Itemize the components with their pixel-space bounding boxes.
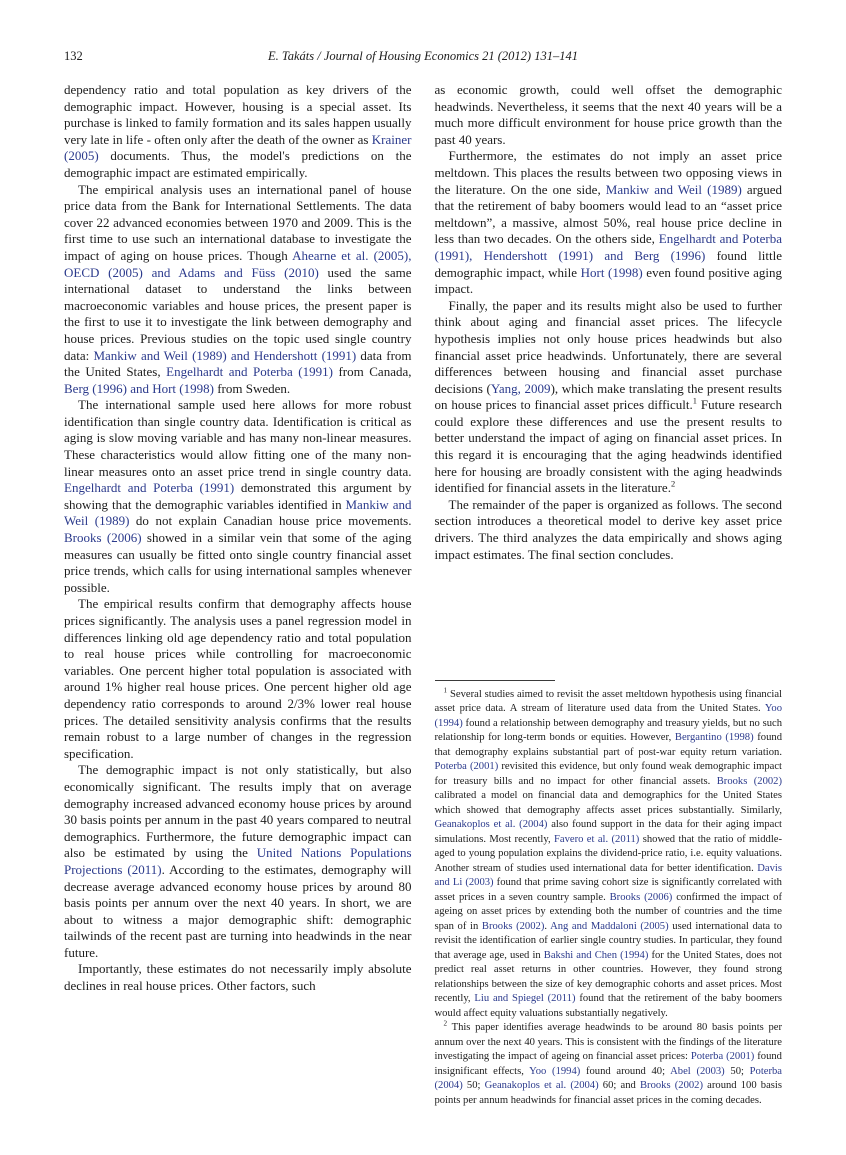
right-column [435, 82, 783, 1108]
text-run: showed in a similar vein that some of the aging measures can usually be fitted onto single country financial asset price trends, which calls for using international samples whenever possible. [64, 530, 412, 595]
text-run: as economic growth, could well offset the demographic headwinds. Nevertheless, it seems that the next 40 years will be a much more difficult environment for house price growth than the past 40 years. [434, 82, 782, 147]
paragraph [64, 182, 412, 398]
citation-link[interactable]: Ang and Maddaloni (2005) [550, 920, 669, 932]
text-run: found that prime saving cohort size is significantly correlated with asset prices in a seven country sample. [434, 877, 782, 903]
text-run: around 100 basis points per annum headwinds for financial asset prices in the coming decades. [434, 1080, 782, 1106]
running-title: E. Takáts / Journal of Housing Economics 21 (2012) 131–141 [268, 49, 578, 63]
text-run: argued that the retirement of baby boomers would lead to an “asset price meltdown”, a massive, almost 50%, real house price decline in less than two decades. On the others side, [434, 181, 782, 247]
citation-link[interactable]: Engelhardt and Poterba (1991), Hendershott (1991) and Berg (1996) [434, 231, 782, 263]
paragraph [64, 961, 412, 994]
text-run: for the United States, does not predict real asset returns in other countries. However, they found strong relationships between the size of key demographic cohorts and asset prices. Most recently, [434, 949, 782, 1004]
text-run: even found positive aging impact. [434, 264, 782, 297]
citation-link[interactable]: Favero et al. (2011) [554, 833, 640, 845]
text-run: The empirical analysis uses an international panel of house price data from the Bank for International Settlements. The data cover 22 advanced economies between 1970 and 2009. This is the first time to use such an international database to investigate the impact of aging on house prices. Though [64, 181, 412, 263]
citation-link[interactable]: Liu and Spiegel (2011) [474, 993, 576, 1004]
footnote-ref[interactable]: 1 [692, 395, 697, 406]
paragraph [64, 397, 412, 596]
text-run: 60; and [598, 1080, 640, 1091]
text-run: This paper identifies average headwinds to be around 80 basis points per annum over the next 40 years. This is consistent with the findings of the literature investigating the impact of ageing on financial asset prices: [434, 1022, 782, 1062]
citation-link[interactable]: Mankiw and Weil (1989) [64, 496, 412, 529]
citation-link[interactable]: Bergantino (1998) [674, 732, 754, 743]
text-run: The remainder of the paper is organized as follows. The second section introduces a theoretical model to derive key asset price drivers. The third analyzes the data empirically and shows aging impact estimates. The final section concludes. [434, 496, 782, 562]
text-run: also found support in the data for their aging impact simulations. Most recently, [434, 819, 782, 845]
citation-link[interactable]: Yoo (1994) [529, 1065, 581, 1077]
text-run: The international sample used here allows for more robust identification than single country data. Identification is critical as aging is slow moving variable and has many non-linear measures. These characteristics would allow fitting one of the many non-linear measures onto an asset price trend in single country data. [64, 397, 412, 479]
text-run: found that the retirement of the baby boomers would affect equity valuations substantially negatively. [434, 993, 782, 1019]
citation-link[interactable]: Yang, 2009 [490, 380, 551, 396]
citation-link[interactable]: Brooks (2002) [716, 775, 782, 787]
text-run: found insignificant effects, [434, 1051, 782, 1077]
text-run: . [544, 920, 551, 932]
citation-link[interactable]: Geanakoplos et al. (2004) [484, 1080, 599, 1091]
citation-link[interactable]: Engelhardt and Poterba (1991) [166, 364, 333, 380]
text-columns [64, 82, 782, 1108]
citation-link[interactable]: Davis and Li (2003) [434, 862, 782, 888]
paragraph [435, 82, 783, 148]
text-run: Several studies aimed to revisit the asset meltdown hypothesis using financial asset price data. A stream of literature used data from the United States. [434, 688, 782, 714]
page-number: 132 [64, 49, 83, 63]
text-run: confirmed the impact of ageing on asset prices by extending both the number of countries and the time span of in [434, 891, 782, 932]
paragraph [435, 298, 783, 497]
text-run: do not explain Canadian house price movements. [129, 513, 412, 529]
text-run: from Sweden. [213, 380, 291, 396]
text-run: 50; [462, 1080, 485, 1091]
citation-link[interactable]: Brooks (2002) [639, 1080, 703, 1091]
text-run: dependency ratio and total population as key drivers of the demographic impact. However, housing is a special asset. Its purchase is linked to family formation and its sales happen usually very late in life - often only after the death of the owner as [64, 82, 412, 147]
paragraph [435, 148, 783, 297]
text-run: Furthermore, the estimates do not imply an asset price meltdown. This places the results between two opposing views in the literature. On the one side, [434, 148, 782, 197]
left-paragraphs [64, 82, 412, 995]
text-run: . According to the estimates, demography will decrease average advanced economy house prices by around 80 basis points per annum over the next 40 years. In short, we are about to witness a major demographic shift: demographic tailwinds of the recent past are turning into headwinds in the near future. [64, 861, 412, 960]
text-run: Importantly, these estimates do not necessarily imply absolute declines in real house prices. Other factors, such [64, 961, 412, 994]
citation-link[interactable]: Abel (2003) [670, 1065, 725, 1077]
citation-link[interactable]: Brooks (2002) [481, 920, 545, 932]
citation-link[interactable]: Engelhardt and Poterba (1991) [64, 480, 235, 496]
paragraph [435, 497, 783, 563]
text-run: demonstrated this argument by showing that the demographic variables identified in [64, 480, 412, 512]
text-run: 50; [724, 1065, 750, 1077]
text-run: found a relationship between demography and treasury yields, but no such relationship for long-term bonds or equities. However, [434, 717, 782, 743]
text-run: The demographic impact is not only statistically, but also economically significant. The results imply that on average demography increased advanced economy house prices by around 30 basis points per annum in the past 40 years compared to neutral demographics. Furthermore, the future demographic impact can also be estimated by using the [64, 762, 412, 861]
text-run: used international data to revisit the identification of earlier single country studies. In particular, they found that average age, used in [434, 920, 782, 961]
citation-link[interactable]: Bakshi and Chen (1994) [543, 949, 649, 961]
text-run: The empirical results confirm that demography affects house prices significantly. The analysis uses a panel regression model in differences linking old age dependency ratio and total population to real house prices while controlling for macroeconomic variables. One percent higher total population is associated with around 1% higher real house prices. One percent higher old age dependency ratio corresponds to around 2/3% lower real house prices. The detailed sensitivity analysis confirms that the results remain robust to a large number of changes in the regression specification. [64, 596, 412, 761]
citation-link[interactable]: Mankiw and Weil (1989) and Hendershott (1991) [93, 347, 357, 363]
text-run: revisited this evidence, but only found weak demographic impact for treasury bills and no impact for other financial assets. [434, 761, 782, 787]
citation-link[interactable]: Hort (1998) [580, 264, 643, 280]
footnote-separator [435, 680, 555, 681]
footnote-ref[interactable]: 2 [670, 478, 676, 489]
text-run: from Canada, [332, 364, 412, 380]
footnote [434, 685, 783, 1022]
citation-link[interactable]: Brooks (2006) [609, 891, 673, 903]
text-run: showed that the ratio of middle-aged to young population explains the dividend-price ratio, i.e. equity valuations. Another stream of studies used international data for better identification. [434, 833, 782, 874]
footnote [435, 1021, 783, 1108]
paragraph [64, 596, 412, 762]
text-run: found little demographic impact, while [434, 247, 782, 280]
text-run: used the same international dataset to understand the links between macroeconomic variables and house prices, the present paper is the first to use it to investigate the link between demography and house prices. Previous studies on the topic used single country data: [64, 264, 412, 363]
citation-link[interactable]: Yoo (1994) [434, 703, 782, 729]
text-run: calibrated a model on financial data and demographics for the United States which showed that demography affects asset prices substantially. Similarly, [434, 790, 782, 816]
footnote-marker: 2 [443, 1019, 448, 1028]
text-run: found around 40; [580, 1065, 671, 1077]
paragraph [64, 762, 412, 961]
citation-link[interactable]: Geanakoplos et al. (2004) [434, 819, 548, 830]
citation-link[interactable]: Poterba (2001) [434, 761, 499, 772]
text-run: Finally, the paper and its results might also be used to further think about aging and financial asset prices. The lifecycle hypothesis implies not only house prices headwinds but also financial asset price headwinds. Unfortunately, there are several differences between housing and financial asset purchase decisions ( [434, 297, 782, 396]
footnote-list [434, 685, 783, 1109]
text-run: found that demography explains substantial part of post-war equity return variation. [434, 732, 782, 758]
paragraph [64, 82, 412, 182]
text-run: Future research could explore these differences and use the present results to better understand the impact of aging on financial asset prices. In this regard it is encouraging that the aging headwinds identified here for housing are broadly consistent with the aging headwinds identified for financial assets in the literature. [434, 397, 782, 496]
text-run: data from the United States, [64, 347, 412, 380]
citation-link[interactable]: Brooks (2006) [64, 530, 142, 546]
citation-link[interactable]: Poterba (2001) [690, 1051, 755, 1062]
footnote-marker: 1 [443, 685, 448, 694]
citation-link[interactable]: Mankiw and Weil (1989) [605, 181, 742, 197]
footnotes-section [435, 680, 783, 1109]
citation-link[interactable]: Berg (1996) and Hort (1998) [64, 380, 214, 396]
citation-link[interactable]: Krainer (2005) [64, 131, 412, 164]
citation-link[interactable]: United Nations Populations Projections (2011) [64, 845, 412, 877]
citation-link[interactable]: Poterba (2004) [434, 1065, 782, 1091]
text-run: documents. Thus, the model's predictions on the demographic impact are estimated empirically. [64, 148, 412, 180]
citation-link[interactable]: Ahearne et al. (2005), OECD (2005) and Adams and Füss (2010) [64, 247, 412, 280]
text-run: ), which make translating the present results on house prices to financial asset prices difficult. [434, 380, 782, 413]
right-paragraphs [435, 82, 783, 563]
page-header [64, 48, 782, 64]
left-column [64, 82, 412, 1108]
